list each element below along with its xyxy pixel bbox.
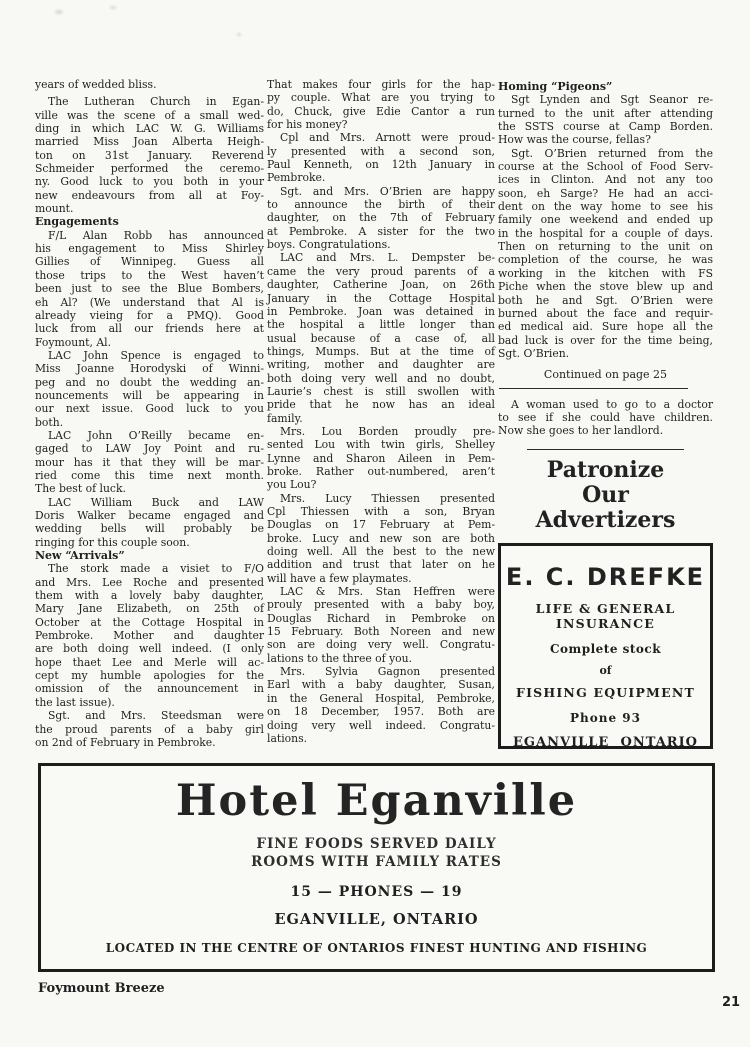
hotel-eganville-ad	[38, 763, 715, 972]
page-number: 21	[722, 995, 741, 1010]
divider	[499, 388, 688, 389]
divider	[527, 449, 684, 450]
advertiser-name: Hotel Eganville	[175, 776, 578, 826]
ad-line: FISHING EQUIPMENT	[516, 684, 695, 700]
article-paragraph: LAC & Mrs. Stan Heffren were prouly presented with a baby boy, Douglas Richard in Pembroke on 15 February. Both Noreen and new son are doing very well. Congratu- lations to the three of you.	[267, 585, 495, 665]
column-right	[498, 80, 713, 749]
ad-location: EGANVILLE, ONTARIO	[274, 911, 479, 928]
article-paragraph: LAC John O’Reilly became en- gaged to LAW Joy Point and ru- mour has it that they will be mar- ried come this time next month. The best of luck.	[35, 428, 264, 496]
article-paragraph: Mrs. Sylvia Gagnon presented Earl with a baby daughter, Susan, in the General Hospital, Pembroke, on 18 December, 1957. Both are doing very well indeed. Congratu- lations.	[267, 665, 495, 745]
drefke-ad	[498, 543, 713, 749]
advertiser-name: E. C. DREFKE	[505, 562, 706, 591]
patronize-our-advertizers: Patronize Our Advertizers	[535, 456, 676, 533]
article-paragraph: Sgt. and Mrs. O’Brien are happy to announce the birth of their daughter, on the 7th of February at Pembroke. A sister for the two boys. Congratulations.	[267, 184, 495, 252]
article-paragraph: The stork made a visiet to F/O and Mrs. Lee Roche and presented them with a lovely baby daughter, Mary Jane Elizabeth, on 25th of October at the Cottage Hospital in Pembroke. Mother and daughter are both doing well indeed. (I only hope thaet Lee and Merle will ac- cept my humble apologies for the omission of the announcement in the last issue).	[35, 562, 264, 709]
joke-paragraph: A woman used to go to a doctor to see if she could have children. Now she goes to her landlord.	[498, 397, 713, 438]
scan-artifact	[55, 10, 63, 14]
ad-phones: 15 — PHONES — 19	[290, 884, 463, 900]
scan-artifact	[110, 6, 116, 9]
article-paragraph: years of wedded bliss.	[35, 78, 157, 91]
article-paragraph: Mrs. Lucy Thiessen presented Cpl Thiessen with a son, Bryan Douglas on 17 February at Pem- broke. Lucy and new son are both doing well. All the best to the new addition and trust that later on he will have a few playmates.	[267, 491, 495, 585]
article-paragraph: LAC and Mrs. L. Dempster be- came the very proud parents of a daughter, Catherine Joan, on 26th January in the Cottage Hospital in Pembroke. Joan was detained in the hospital a little longer than usual because of a case of, all things, Mumps. But at the time of writing, mother and daughter are both doing very well and no doubt, Laurie’s chest is still swollen with pride that he now has an ideal family.	[267, 251, 495, 425]
column-middle	[267, 78, 495, 745]
section-heading-engagements: Engagements	[35, 215, 119, 229]
ad-phone: Phone 93	[570, 710, 641, 725]
publication-title: Foymount Breeze	[38, 981, 165, 996]
ad-line: LIFE & GENERAL INSURANCE	[535, 600, 676, 631]
continued-note: Continued on page 25	[543, 368, 668, 382]
article-paragraph: The Lutheran Church in Egan- ville was the scene of a small wed- ding in which LAC W. G. Williams married Miss Joan Alberta Heigh- ton on 31st January. Reverend Schmeider performed the ceremo- ny. Good luck to you both in your new endeavours from all at Foy- mount.	[35, 95, 264, 216]
section-heading-homing-pigeons: Homing “Pigeons”	[498, 80, 613, 93]
article-paragraph: That makes four girls for the hap- py couple. What are you trying to do, Chuck, give Edie Cantor a run for his money?	[267, 78, 495, 132]
section-heading-new-arrivals: New “Arrivals”	[35, 549, 125, 563]
article-paragraph: Mrs. Lou Borden proudly pre- sented Lou with twin girls, Shelley Lynne and Sharon Aileen in Pem- broke. Rather out-numbered, aren’t you Lou?	[267, 424, 495, 492]
article-paragraph: LAC William Buck and LAW Doris Walker became engaged and wedding bells will probably be ringing for this couple soon.	[35, 495, 264, 549]
article-paragraph: Sgt. O’Brien returned from the course at the School of Food Serv- ices in Clinton. And not any too soon, eh Sarge? He had an acci- dent on the way home to see his family one weekend and ended up in the hospital for a couple of days. Then on returning to the unit on completion of the course, he was working in the kitchen with FS Piche when the stove blew up and both he and Sgt. O’Brien were burned about the face and requir- ed medical aid. Sure hope all the bad luck is over for the time being, Sgt. O’Brien.	[498, 146, 713, 360]
article-paragraph: Sgt Lynden and Sgt Seanor re- turned to the unit after attending the SSTS course at Camp Borden. How was the course, fellas?	[498, 93, 713, 147]
ad-tagline: LOCATED IN THE CENTRE OF ONTARIOS FINEST HUNTING AND FISHING	[105, 941, 648, 955]
ad-line: FINE FOODS SERVED DAILY	[256, 836, 497, 852]
ad-line: of	[599, 663, 612, 677]
column-left	[35, 78, 264, 749]
article-paragraph: F/L Alan Robb has announced his engagement to Miss Shirley Gillies of Winnipeg. Guess all those trips to the West haven’t been just to see the Blue Bombers, eh Al? (We understand that Al is already vieing for a PMQ). Good luck from all our friends here at Foymount, Al.	[35, 228, 264, 349]
ad-line: ROOMS WITH FAMILY RATES	[251, 853, 502, 870]
article-paragraph: Sgt. and Mrs. Steedsman were the proud parents of a baby girl on 2nd of February in Pembroke.	[35, 709, 264, 749]
article-paragraph: LAC John Spence is engaged to Miss Joanne Horodyski of Winni- peg and no doubt the wedding an- nouncements will be appearing in our next issue. Good luck to you both.	[35, 348, 264, 429]
ad-city: EGANVILLE	[513, 734, 610, 750]
ad-line: Complete stock	[549, 641, 662, 656]
scan-artifact	[237, 33, 241, 36]
ad-province: ONTARIO	[620, 734, 698, 750]
article-paragraph: Cpl and Mrs. Arnott were proud- ly presented with a second son, Paul Kenneth, on 12th January in Pembroke.	[267, 131, 495, 185]
